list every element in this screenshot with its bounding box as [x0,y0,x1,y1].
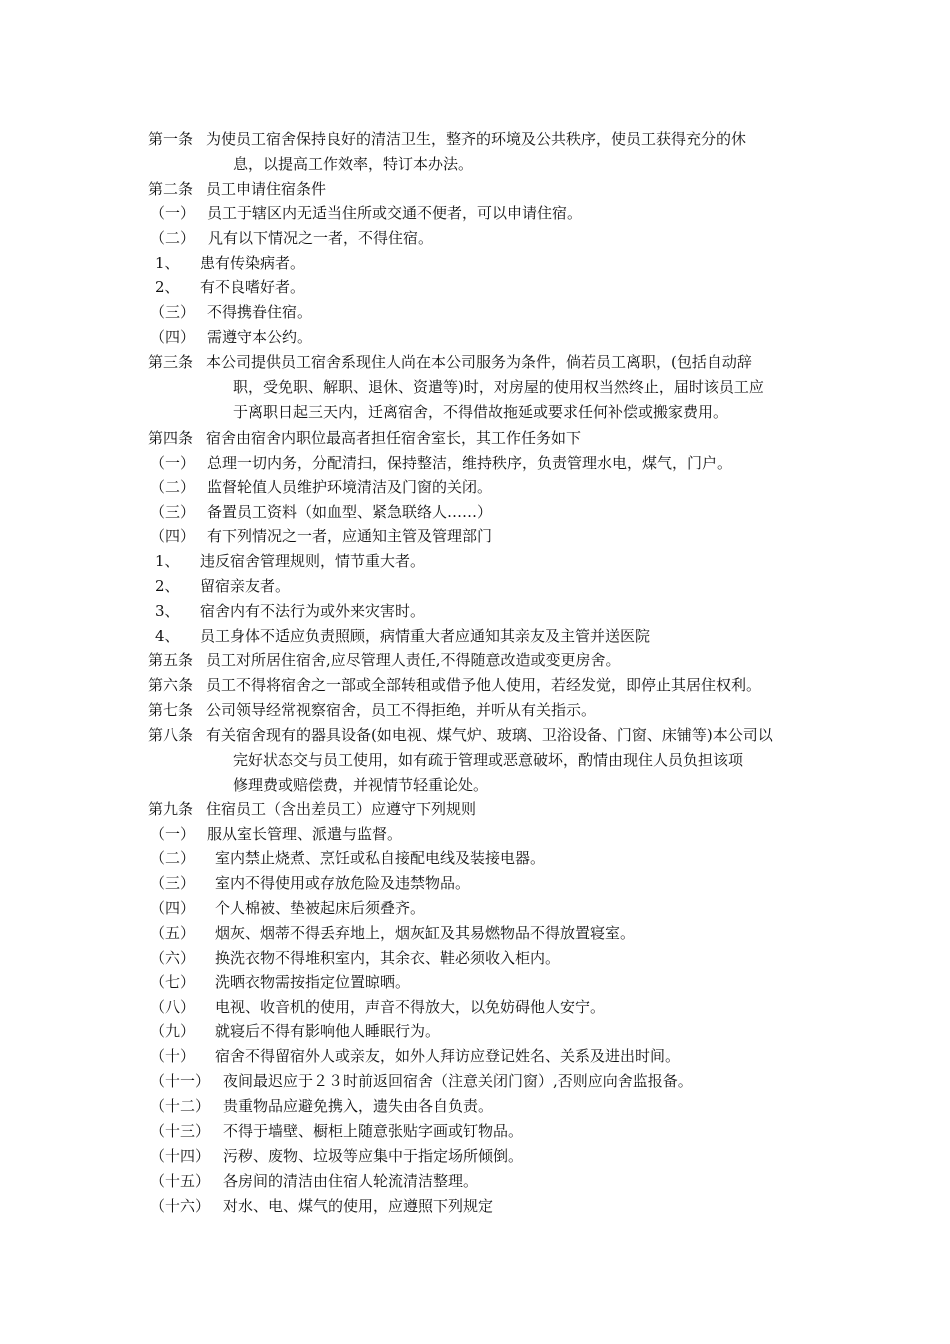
clause-label: （三） [150,874,196,892]
clause-label: （一） [150,204,196,222]
clause-label: （十五） [150,1172,211,1190]
clause-text: 备置员工资料（如血型、紧急联络人……） [207,503,493,521]
clause-text: 凡有以下情况之一者，不得住宿。 [208,229,434,247]
clause-label: （十二） [150,1097,211,1115]
clause-label: 第四条 [148,429,194,447]
clause-text: 员工对所居住宿舍,应尽管理人责任,不得随意改造或变更房舍。 [206,651,621,669]
clause-label: 1、 [155,552,180,570]
clause-label: 第七条 [148,701,194,719]
clause-text: 员工不得将宿舍之一部或全部转租或借予他人使用，若经发觉，即停止其居住权利。 [206,676,762,694]
clause-text: 宿舍内有不法行为或外来灾害时。 [200,602,426,620]
clause-text: 有下列情况之一者，应通知主管及管理部门 [207,527,493,545]
clause-continuation: 职，受免职、解职、退休、资遣等)时，对房屋的使用权当然终止，届时该员工应 [233,378,764,396]
clause-label: （十一） [150,1072,211,1090]
clause-text: 对水、电、煤气的使用，应遵照下列规定 [223,1197,494,1215]
clause-label: （一） [150,825,196,843]
clause-text: 各房间的清洁由住宿人轮流清洁整理。 [223,1172,479,1190]
clause-label: （五） [150,924,196,942]
clause-label: （十六） [150,1197,211,1215]
clause-text: 留宿亲友者。 [200,577,291,595]
clause-label: （六） [150,949,196,967]
clause-text: 本公司提供员工宿舍系现住人尚在本公司服务为条件，倘若员工离职，(包括自动辞 [206,353,752,371]
clause-label: 第一条 [148,130,194,148]
clause-text: 需遵守本公约。 [207,328,313,346]
clause-continuation: 修理费或赔偿费，并视情节轻重论处。 [233,776,489,794]
clause-text: 患有传染病者。 [200,254,306,272]
clause-text: 洗晒衣物需按指定位置晾晒。 [215,973,411,991]
clause-label: 3、 [155,602,180,620]
clause-text: 污秽、废物、垃圾等应集中于指定场所倾倒。 [223,1147,524,1165]
clause-text: 总理一切内务，分配清扫，保持整洁，维持秩序，负责管理水电，煤气，门户。 [207,454,733,472]
clause-text: 不得携眷住宿。 [207,303,313,321]
clause-text: 违反宿舍管理规则，情节重大者。 [200,552,426,570]
clause-text: 烟灰、烟蒂不得丢弃地上，烟灰缸及其易燃物品不得放置寝室。 [215,924,636,942]
clause-label: 第三条 [148,353,194,371]
clause-label: （一） [150,454,196,472]
clause-text: 有不良嗜好者。 [200,278,306,296]
clause-text: 个人棉被、垫被起床后须叠齐。 [215,899,426,917]
clause-text: 为使员工宿舍保持良好的清洁卫生，整齐的环境及公共秩序，使员工获得充分的休 [206,130,747,148]
clause-text: 住宿员工（含出差员工）应遵守下列规则 [206,800,477,818]
clause-label: 1、 [155,254,180,272]
clause-label: （二） [150,229,196,247]
clause-text: 电视、收音机的使用，声音不得放大，以免妨碍他人安宁。 [215,998,606,1016]
clause-text: 公司领导经常视察宿舍，员工不得拒绝，并听从有关指示。 [206,701,597,719]
clause-text: 换洗衣物不得堆积室内，其余衣、鞋必须收入柜内。 [215,949,561,967]
clause-label: 2、 [155,278,180,296]
clause-text: 监督轮值人员维护环境清洁及门窗的关闭。 [207,478,493,496]
clause-label: （四） [150,527,196,545]
clause-label: （八） [150,998,196,1016]
clause-text: 服从室长管理、派遣与监督。 [207,825,403,843]
clause-label: （十四） [150,1147,211,1165]
clause-label: （四） [150,899,196,917]
clause-label: 4、 [155,627,180,645]
clause-label: （十） [150,1047,196,1065]
clause-text: 贵重物品应避免携入，遗失由各自负责。 [223,1097,494,1115]
clause-label: （十三） [150,1122,211,1140]
clause-label: 2、 [155,577,180,595]
clause-text: 员工身体不适应负责照顾，病情重大者应通知其亲友及主管并送医院 [200,627,651,645]
clause-label: （九） [150,1022,196,1040]
clause-text: 宿舍由宿舍内职位最高者担任宿舍室长，其工作任务如下 [206,429,582,447]
clause-text: 有关宿舍现有的器具设备(如电视、煤气炉、玻璃、卫浴设备、门窗、床铺等)本公司以 [206,726,773,744]
clause-text: 室内禁止烧煮、烹饪或私自接配电线及装接电器。 [215,849,546,867]
clause-text: 夜间最迟应于２３时前返回宿舍（注意关闭门窗）,否则应向舍监报备。 [223,1072,693,1090]
clause-text: 员工于辖区内无适当住所或交通不便者，可以申请住宿。 [207,204,583,222]
clause-text: 室内不得使用或存放危险及违禁物品。 [215,874,471,892]
clause-label: 第八条 [148,726,194,744]
clause-label: （二） [150,849,196,867]
clause-text: 就寝后不得有影响他人睡眠行为。 [215,1022,441,1040]
clause-label: 第六条 [148,676,194,694]
clause-label: （三） [150,503,196,521]
clause-text: 不得于墙壁、橱柜上随意张贴字画或钉物品。 [223,1122,524,1140]
clause-label: 第九条 [148,800,194,818]
clause-text: 员工申请住宿条件 [206,180,327,198]
clause-label: （二） [150,478,196,496]
clause-label: （七） [150,973,196,991]
clause-continuation: 完好状态交与员工使用，如有疏于管理或恶意破坏，酌情由现住人员负担该项 [233,751,744,769]
clause-label: （四） [150,328,196,346]
clause-label: （三） [150,303,196,321]
clause-continuation: 息，以提高工作效率，特订本办法。 [233,155,474,173]
clause-continuation: 于离职日起三天内，迁离宿舍，不得借故拖延或要求任何补偿或搬家费用。 [233,403,729,421]
clause-text: 宿舍不得留宿外人或亲友，如外人拜访应登记姓名、关系及进出时间。 [215,1047,681,1065]
clause-label: 第五条 [148,651,194,669]
clause-label: 第二条 [148,180,194,198]
